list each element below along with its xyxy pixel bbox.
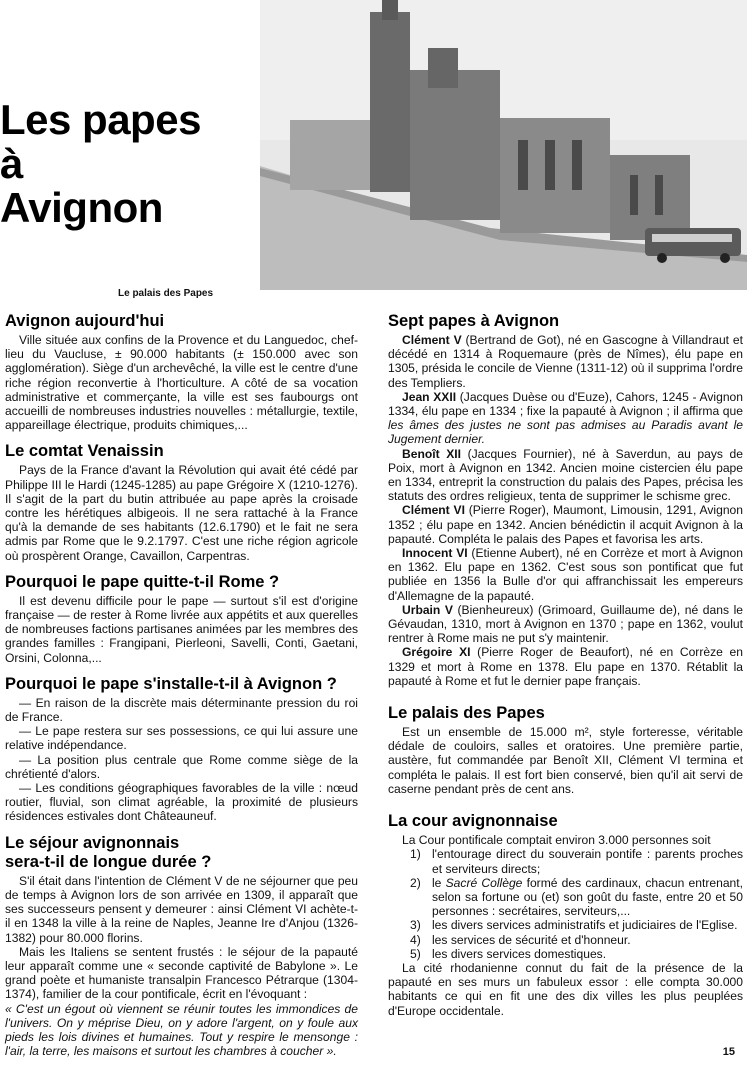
reason-item: — En raison de la discrète mais déterminante pression du roi de France. bbox=[5, 695, 358, 725]
item-number: 3) bbox=[410, 918, 421, 933]
court-list-item bbox=[410, 876, 743, 919]
quote-text: « C'est un égout où viennent se réunir toutes les immondices de l'univers. On y méprise Dieu, on y adore l'argent, on y foule aux pieds les lois divines et humaines. Tout y respire le mensonge : l'air, la terre, les maisons et surtout les chambres à coucher ». bbox=[5, 1001, 358, 1059]
heading-quit-rome: Pourquoi le pape quitte-t-il Rome ? bbox=[5, 572, 280, 591]
title-line-3: Avignon bbox=[0, 184, 163, 231]
heading-sejour-line-1: Le séjour avignonnais bbox=[5, 833, 180, 852]
paragraph: Ville située aux confins de la Provence et du Languedoc, chef-lieu du Vaucluse, ± 90.000 habitants (± 150.000 avec son agglomération). Siège d'un archevêché, la ville est le centre d'une riche région reconvertie à l'horticulture. A côté de sa vocation administrative et commerçante, la ville est ses faubourgs ont accueilli de nombreuses industries nouvelles : métallurgie, textile, appareillage électrique, produits chimiques,... bbox=[5, 333, 358, 433]
pope-name: Innocent VI bbox=[402, 546, 468, 561]
item-text: les divers services administratifs et judiciaires de l'Eglise. bbox=[432, 918, 738, 933]
petrarch-quote bbox=[5, 1002, 358, 1059]
section-seven-popes bbox=[388, 312, 743, 688]
pope-entry bbox=[388, 503, 743, 546]
item-text: l'entourage direct du souverain pontife : parents proches et serviteurs directs; bbox=[432, 847, 743, 876]
item-text: formé des cardinaux, chacun entrenant, selon sa fortune ou (et) son goût du faste, entre 20 et 50 personnes : secrétaires, serviteurs,... bbox=[432, 875, 743, 919]
court-list bbox=[410, 847, 743, 961]
pope-text: (Jacques Fournier), né à Saverdun, au pays de Poix, mort à Avignon en 1342. Ancien moine cistercien élu pape en 1334, entreprit la construction du palais des Papes, précisa les statuts des ordres religieux, tenta de supprimer le schisme grec. bbox=[388, 446, 743, 504]
pope-entry bbox=[388, 603, 743, 646]
pope-text-italic: les âmes des justes ne sont pas admises au Paradis avant le Jugement dernier. bbox=[388, 418, 743, 447]
reason-item: — La position plus centrale que Rome comme siège de la chrétienté d'alors. bbox=[5, 752, 358, 781]
pope-text: (Jacques Duèse ou d'Euze), Cahors, 1245 - Avignon 1334, élu pape en 1334 ; fixe la papauté à Avignon ; il affirma que bbox=[388, 389, 743, 419]
popes-list bbox=[388, 333, 743, 688]
pope-text: (Pierre Roger de Beaufort), né en Corrèze en 1329 et mort à Rome en 1378. Elu pape en 1370. Rétablit la papauté à Rome et fut le dernier pape français. bbox=[388, 645, 743, 688]
section-sejour bbox=[5, 834, 358, 1059]
heading-seven-popes: Sept papes à Avignon bbox=[388, 312, 560, 330]
pope-entry bbox=[388, 333, 743, 390]
photo-caption: Le palais des Papes bbox=[118, 288, 214, 299]
pope-text: (Pierre Roger), Maumont, Limousin, 1291, Avignon 1352 ; élu pape en 1342. Ancien bénédictin il acquit Avignon à la papauté. Compléta le palais des Papes et favorisa les arts. bbox=[388, 503, 743, 546]
item-number: 4) bbox=[410, 932, 421, 947]
paragraph: Pays de la France d'avant la Révolution qui avait été cédé par Philippe III le Hardi (1245-1285) au pape Grégoire X (1210-1276). Il s'agit de la part du butin attribuée au pape après la croisade contre les hérétiques albigeois. Il ne sera rattaché à la France qu'à la demande de ses habitants (12.6.1790) et le fait ne sera admis par Rome que le 9.2.1797. C'est une riche région agricole où prospèrent Orange, Cavaillon, Carpentras. bbox=[5, 463, 358, 563]
pope-text: (Bienheureux) (Grimoard, Guillaume de), né dans le Gévaudan, 1310, mort à Avignon en 1370 ; pape en 1362, voulut rentrer à Rome mais ne put s'y maintenir. bbox=[388, 602, 743, 646]
heading-why-avignon: Pourquoi le pape s'installe-t-il à Avignon ? bbox=[5, 674, 337, 693]
reason-item: — Les conditions géographiques favorables de la ville : nœud routier, fluvial, son climat agréable, la proximité de plusieurs résidences estivales dont Châteauneuf. bbox=[5, 781, 358, 824]
item-number: 5) bbox=[410, 946, 421, 961]
item-text: les divers services domestiques. bbox=[432, 946, 607, 961]
pope-entry bbox=[388, 447, 743, 504]
court-list-item bbox=[410, 947, 743, 961]
item-number: 1) bbox=[410, 847, 421, 862]
palace-photo-illustration bbox=[260, 0, 747, 290]
pope-name: Jean XXII bbox=[402, 389, 457, 404]
pope-text: (Etienne Aubert), né en Corrèze et mort à Avignon en 1362. Elu pape en 1362. C'est sous son pontificat que fut publiée en 1356 la Bulle d'or qui affranchissait les empereurs d'Allemagne de la papauté. bbox=[388, 546, 743, 603]
pope-entry bbox=[388, 546, 743, 603]
paragraph: Est un ensemble de 15.000 m², style forteresse, véritable dédale de couloirs, salles et oratoires. Une première partie, austère, fut commandée par Benoît XII, Clément VI termina et compléta le palais. Il est fort bien conservé, bien qu'il ait servi de caserne pendant près de cent ans. bbox=[388, 725, 743, 796]
pope-name: Clément V bbox=[402, 333, 462, 347]
item-text-italic: Sacré Collège bbox=[445, 875, 523, 890]
pope-name: Benoît XII bbox=[402, 446, 461, 461]
section-why-avignon bbox=[5, 675, 358, 824]
heading-sejour bbox=[5, 834, 358, 872]
heading-palace: Le palais des Papes bbox=[388, 704, 545, 723]
title-line-1: Les papes bbox=[0, 96, 201, 143]
palace-photo bbox=[260, 0, 747, 290]
court-intro: La Cour pontificale comptait environ 3.000 personnes soit bbox=[402, 833, 711, 848]
left-column bbox=[5, 312, 358, 1068]
item-text: les services de sécurité et d'honneur. bbox=[432, 932, 631, 947]
section-avignon-today bbox=[5, 312, 358, 432]
pope-entry bbox=[388, 390, 743, 447]
section-palace bbox=[388, 704, 743, 796]
heading-court: La cour avignonnaise bbox=[388, 812, 558, 831]
pope-name: Clément VI bbox=[402, 503, 465, 518]
item-number: 2) bbox=[410, 875, 421, 890]
court-list-item bbox=[410, 847, 743, 875]
pope-entry bbox=[388, 645, 743, 688]
heading-avignon-today: Avignon aujourd'hui bbox=[5, 312, 165, 330]
paragraph: Il est devenu difficile pour le pape — surtout s'il est d'origine française — de rester à Rome livrée aux appétits et aux querelles de nombreuses factions partisanes animées par les membres des grandes familles : Frangipani, Pierleoni, Savelli, Conti, Gaetani, Orsini, Colonna,... bbox=[5, 593, 358, 665]
heading-sejour-line-2: sera-t-il de longue durée ? bbox=[5, 852, 212, 871]
reason-item: — Le pape restera sur ses possessions, ce qui lui assure une relative indépendance. bbox=[5, 724, 358, 753]
court-list-item bbox=[410, 918, 743, 932]
paragraph: Mais les Italiens se sentent frustés : le séjour de la papauté leur apparaît comme une « seconde captivité de Babylone ». Le grand poète et humaniste transalpin Francesco Pétrarque (1304-1374), familier de la cour pontificale, écrit en l'évoquant : bbox=[5, 944, 358, 1002]
page-title bbox=[0, 98, 250, 230]
court-list-item bbox=[410, 933, 743, 947]
pope-text: (Bertrand de Got), né en Gascogne à Villandraut et décédé en 1314 à Roquemaure (près de Nîmes), élu pape en 1305, présida le concile de Vienne (1311-12) où il supprima l'ordre des Templiers. bbox=[388, 333, 743, 390]
page-number: 15 bbox=[722, 1046, 735, 1058]
heading-comtat: Le comtat Venaissin bbox=[5, 442, 164, 461]
paragraph: S'il était dans l'intention de Clément V de ne séjourner que peu de temps à Avignon lors de son arrivée en 1309, il apparaît que ses successeurs pensent y demeurer : ainsi Clément VI achète-t-il en 1348 la ville à la reine de Naples, Jeanne Ire d'Anjou (1326-1382) pour 80.000 florins. bbox=[5, 873, 358, 945]
section-quit-rome bbox=[5, 573, 358, 665]
item-text: le bbox=[432, 875, 446, 890]
section-court bbox=[388, 812, 743, 1018]
pope-name: Grégoire XI bbox=[402, 645, 471, 660]
court-outro: La cité rhodanienne connut du fait de la présence de la papauté en ses murs un fabuleux essor : elle compta 30.000 habitants ce qui en fit une des dix villes les plus peuplées d'Europe occidentale. bbox=[388, 960, 743, 1018]
pope-name: Urbain V bbox=[402, 602, 453, 617]
section-comtat bbox=[5, 442, 358, 562]
title-line-2: à bbox=[0, 140, 23, 187]
right-column bbox=[388, 312, 743, 1028]
